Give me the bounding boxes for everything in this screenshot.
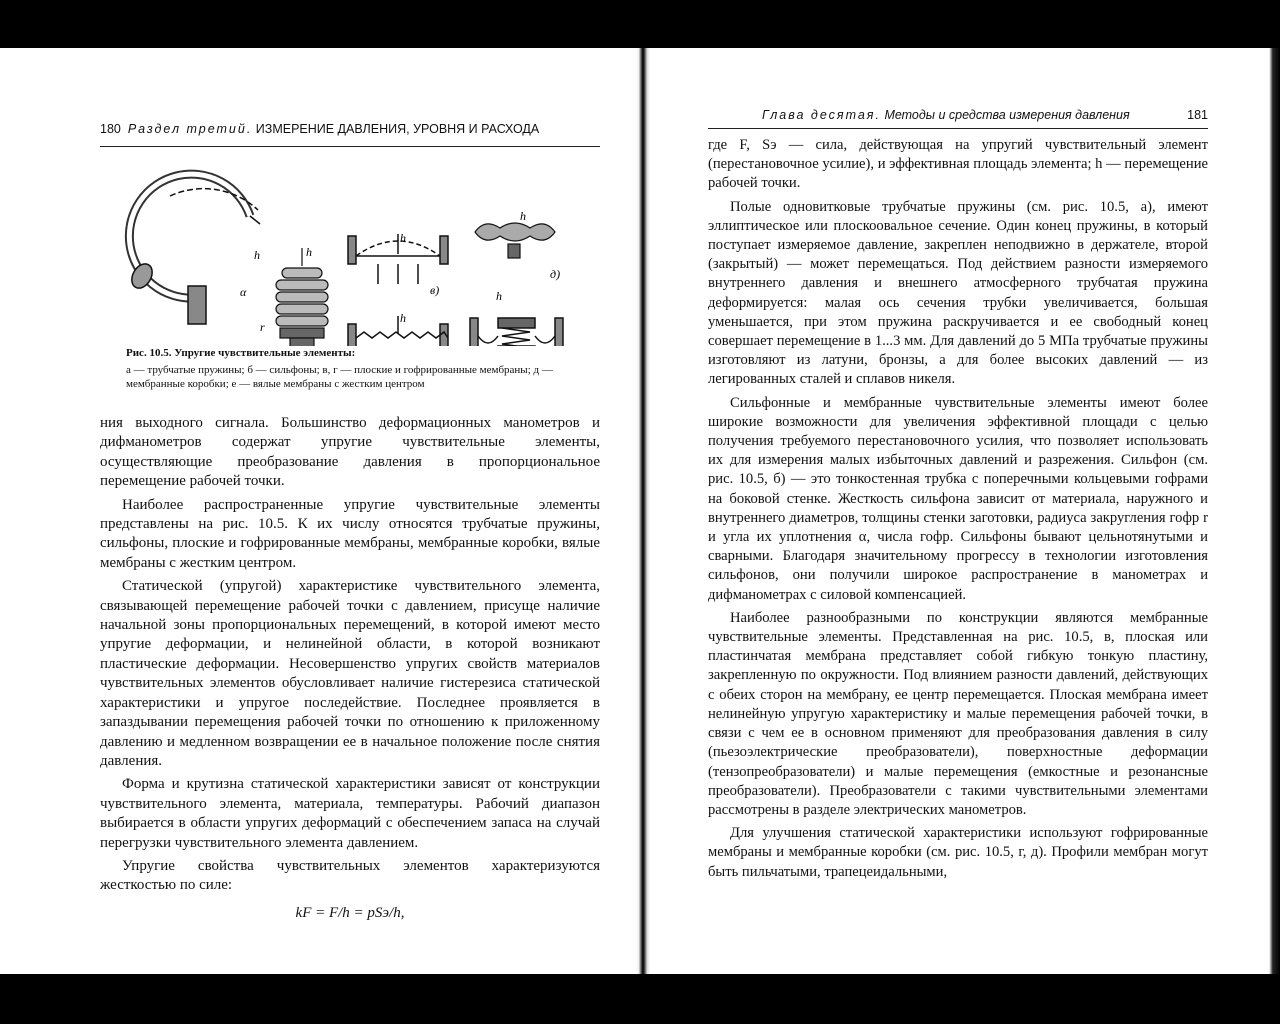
right-paragraph: где F, Sэ — сила, действующая на упругий чувствительный элемент (перестановочное усилие), и эффективная площадь элемента; h — перемещение рабочей точки. <box>708 137 1208 192</box>
label-h-v: h <box>400 231 406 245</box>
label-r: r <box>260 320 265 334</box>
left-body-text <box>100 414 600 923</box>
left-paragraph: ния выходного сигнала. Большинство деформационных манометров и дифманометров содержат упругие чувствительные элементы, осуществляющие преобразование давления в пропорциональное перемещение рабочей точки. <box>100 415 600 490</box>
header-rule <box>100 146 600 147</box>
section-title: ИЗМЕРЕНИЕ ДАВЛЕНИЯ, УРОВНЯ И РАСХОДА <box>255 122 540 136</box>
left-page <box>0 48 636 974</box>
membrane-box-diagram <box>475 223 555 258</box>
stiffness-formula: kF = F/h = pSэ/h, <box>295 904 405 921</box>
label-v: в) <box>430 283 440 297</box>
left-running-header <box>100 122 600 136</box>
label-h-d: h <box>520 209 526 223</box>
header-rule-right <box>708 128 1208 129</box>
right-edge <box>1262 48 1280 974</box>
left-paragraph: Наиболее распространенные упругие чувствительные элементы представлены на рис. 10.5. К их числу относятся трубчатые пружины, сильфоны, плоские и гофрированные мембраны, мембранные коробки, вялые мембраны с жестким центром. <box>100 496 600 571</box>
label-h-g: h <box>400 311 406 325</box>
right-paragraph: Для улучшения статической характеристики используют гофрированные мембраны и мембранные коробки (см. рис. 10.5, г, д). Профили мембран могут быть пильчатыми, трапецеидальными, <box>708 825 1208 880</box>
figure-title: Рис. 10.5. Упругие чувствительные элементы: <box>126 347 356 359</box>
left-paragraph: Статической (упругой) характеристике чувствительного элемента, связывающей перемещение рабочей точки с давлением, присуще наличие начальной зоны пропорциональных перемещений, в которой имеют место упругие деформации, и нелинейной области, в которой возникают пластические деформации. Несовершенство упругих свойств материалов чувствительных элементов обусловливает наличие гистерезиса статической характеристики и упругое последействие. Последнее проявляется в запаздывании перемещения рабочей точки по отношению к приложенному давлению и медленном возвращении ее в начальное положение после снятия давления. <box>100 578 600 769</box>
left-paragraph: Упругие свойства чувствительных элементов характеризуются жесткостью по силе: <box>100 857 600 894</box>
chapter-title: Методы и средства измерения давления <box>884 108 1130 122</box>
left-paragraph: Форма и крутизна статической характеристики зависят от конструкции чувствительного элемента, материала, температуры. Рабочий диапазон выбирается в области упругих деформаций с обеспечением запаса на случай перегрузки чувствительного элемента давлением. <box>100 776 600 851</box>
label-h-e: h <box>496 289 502 303</box>
right-paragraph: Сильфонные и мембранные чувствительные элементы имеют более широкие возможности для увеличения эффективной площади с целью получения требуемого перестановочного усилия, что позволяет использовать их для измерения малых избыточных давлений и разрежения. Сильфон (см. рис. 10.5, б) — это тонкостенная трубка с поперечными кольцевыми гофрами на боковой стенке. Жесткость сильфона зависит от материала, наружного и внутреннего диаметров, толщины стенки заготовки, радиуса закругления гофр r и угла их уплотнения α, числа гофр. Сильфоны бывают цельнотянутыми и сварными. Благодаря значительному прогрессу в технологии изготовления сильфонов, они получили широкое распространение в манометрах и дифманометрах с силовой компенсацией. <box>708 394 1208 603</box>
chapter-label: Глава десятая. <box>762 108 881 122</box>
figure-10-5 <box>100 156 600 346</box>
label-h-b: h <box>306 245 312 259</box>
book-gutter <box>636 48 650 974</box>
figure-legend: а — трубчатые пружины; б — сильфоны; в, г — плоские и гофрированные мембраны; д — мембранные коробки; е — вялые мембраны с жестким центром <box>126 364 553 390</box>
label-h-a: h <box>254 248 260 262</box>
figure-caption <box>126 346 576 391</box>
section-label: Раздел третий. <box>127 122 253 136</box>
label-alpha: α <box>240 285 247 299</box>
right-page-number: 181 <box>1187 108 1208 122</box>
label-d: д) <box>550 267 561 281</box>
slack-membrane-diagram <box>470 318 563 346</box>
right-body-text <box>708 136 1208 886</box>
left-page-number: 180 <box>100 122 121 136</box>
corrugated-membrane-diagram <box>348 316 448 346</box>
right-paragraph: Полые одновитковые трубчатые пружины (см. рис. 10.5, а), имеют эллиптическое или плоскоовальное сечение. Один конец пружины, в который поступает измеряемое давление, закреплен неподвижно в держателе, второй (закрытый) — может перемещаться. Под действием разности измеряемого внутреннего давления и внешнего атмосферного трубчатая пружина деформируется: малая ось сечения трубки увеличивается, большая уменьшается, при этом пружина раскручивается и ее свободный конец совершает перемещение в 1...3 мм. Для давлений до 5 МПа трубчатые пружины изготовляют из латуни, бронзы, а для более высоких давлений — из легированных сталей и сплавов никеля. <box>708 198 1208 388</box>
right-page <box>650 48 1280 974</box>
flat-membrane-diagram <box>348 234 448 284</box>
right-paragraph: Наиболее разнообразными по конструкции являются мембранные чувствительные элементы. Представленная на рис. 10.5, в, плоская или пластинчатая мембрана представляет собой гибкую тонкую пластину, закрепленную по окружности. Под влиянием разности давлений, действующих с обеих сторон на мембрану, ее центр перемещается. Плоская мембрана имеет нелинейную упругую характеристику и малые перемещения рабочей точки, в связи с чем ее в основном применяют для преобразования давления в силу (пьезоэлектрические преобразователи), поверхностные деформации (тензопреобразователи) и малые перемещения (емкостные и резонансные преобразователи). Преобразователи с такими чувствительными элементами рассмотрены в разделе электрических манометров. <box>708 609 1208 818</box>
bellows-diagram <box>276 248 328 346</box>
tube-spring-diagram <box>128 174 260 346</box>
right-running-header <box>762 108 1208 122</box>
